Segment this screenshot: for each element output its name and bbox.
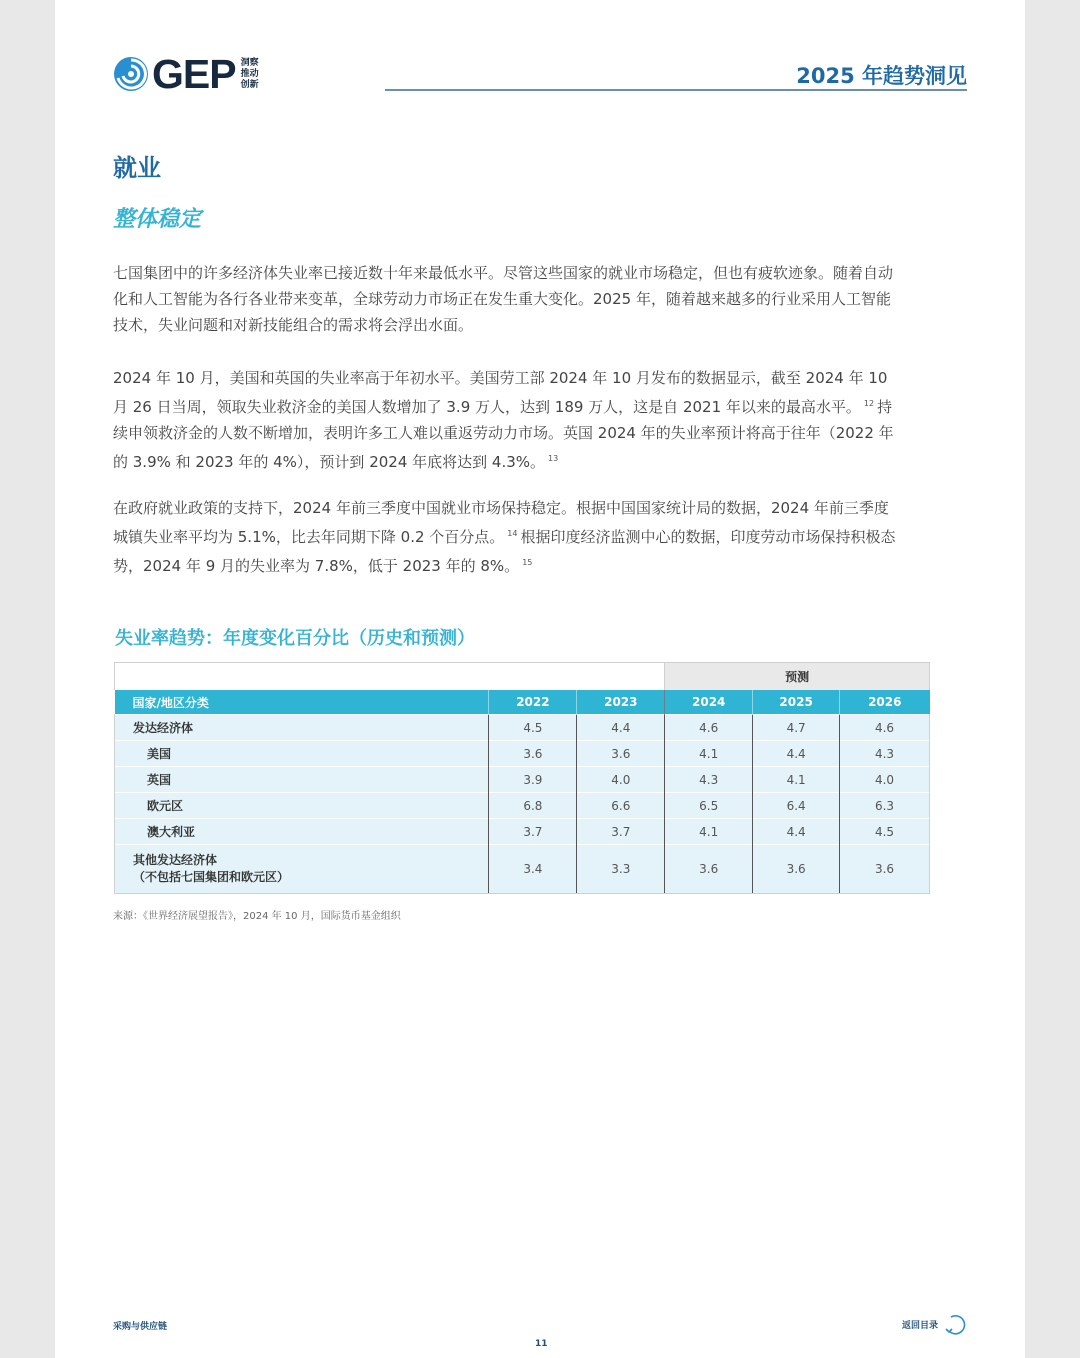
column-header-year: 2024 <box>665 690 753 715</box>
back-to-contents-button[interactable] <box>902 1311 967 1337</box>
cell-value: 3.7 <box>489 819 577 845</box>
row-label: 英国 <box>115 767 489 793</box>
cell-value: 3.6 <box>577 741 665 767</box>
return-arrow-icon <box>943 1311 967 1337</box>
column-header-year: 2026 <box>840 690 930 715</box>
gep-swirl-icon <box>113 56 149 92</box>
column-header-year: 2022 <box>489 690 577 715</box>
cell-value: 4.7 <box>753 715 840 741</box>
paragraph-3: 在政府就业政策的支持下，2024 年前三季度中国就业市场保持稳定。根据中国国家统计局的数据，2024 年前三季度城镇失业率平均为 5.1%，比去年同期下降 0.2 个百分点。 $^{14}$ 根据印度经济监测中心的数据，印度劳动市场保持积极态势，2024 年 9 月的失业率为 7.8%，低于 2023 年的 8%。 $^{15}$ <box>113 499 896 575</box>
logo-text: GEP <box>152 51 236 97</box>
page-number: 11 <box>535 1339 548 1349</box>
row-label: 其他发达经济体 （不包括七国集团和欧元区） <box>115 845 489 894</box>
cell-value: 4.0 <box>577 767 665 793</box>
cell-value: 4.4 <box>753 741 840 767</box>
cell-value: 3.9 <box>489 767 577 793</box>
cell-value: 4.1 <box>665 741 753 767</box>
cell-value: 3.3 <box>577 845 665 894</box>
page <box>55 0 1025 1358</box>
logo-tagline: 洞察 推动 创新 <box>240 57 259 90</box>
paragraph-2: 2024 年 10 月，美国和英国的失业率高于年初水平。美国劳工部 2024 年 10 月发布的数据显示，截至 2024 年 10 月 26 日当周，领取失业救济金的美国人数增加了 3.9 万人，达到 189 万人，这是自 2021 年以来的最高水平。 $^{12}$ 持续申领救济金的人数不断增加，表明许多工人难以重返劳动力市场。英国 2024 年的失业率预计将高于往年（2022 年的 3.9% 和 2023 年的 4%），预计到 2024 年底将达到 4.3%。 $^{13}$ <box>113 369 894 471</box>
cell-value: 4.1 <box>665 819 753 845</box>
cell-value: 4.4 <box>577 715 665 741</box>
cell-value: 3.7 <box>577 819 665 845</box>
table-row <box>115 793 930 819</box>
cell-value: 3.6 <box>665 845 753 894</box>
table-row <box>115 715 930 741</box>
subsection-title: 整体稳定 <box>113 207 202 232</box>
cell-value: 4.6 <box>665 715 753 741</box>
gep-logo[interactable] <box>113 51 259 97</box>
header-title: 2025 年趋势洞见 <box>796 64 967 88</box>
cell-value: 3.6 <box>489 741 577 767</box>
column-header-label: 国家/地区分类 <box>115 690 489 715</box>
cell-value: 6.6 <box>577 793 665 819</box>
cell-value: 6.3 <box>840 793 930 819</box>
cell-value: 4.0 <box>840 767 930 793</box>
table-title: 失业率趋势：年度变化百分比（历史和预测） <box>115 628 475 649</box>
header-divider <box>385 89 967 91</box>
back-label: 返回目录 <box>901 1320 938 1331</box>
cell-value: 6.5 <box>665 793 753 819</box>
row-label: 发达经济体 <box>115 715 489 741</box>
unemployment-table <box>114 662 930 894</box>
section-title: 就业 <box>113 154 161 182</box>
footer-section-link[interactable]: 采购与供应链 <box>113 1322 168 1332</box>
paragraph-1: 七国集团中的许多经济体失业率已接近数十年来最低水平。尽管这些国家的就业市场稳定，但也有疲软迹象。随着自动化和人工智能为各行各业带来变革，全球劳动力市场正在发生重大变化。2025 年，随着越来越多的行业采用人工智能技术，失业问题和对新技能组合的需求将会浮出水面。 <box>113 264 894 334</box>
table-source: 来源：《世界经济展望报告》，2024 年 10 月，国际货币基金组织 <box>113 911 401 922</box>
cell-value: 4.6 <box>840 715 930 741</box>
table-row <box>115 741 930 767</box>
row-label: 美国 <box>115 741 489 767</box>
footnote-ref[interactable]: 12 <box>863 399 875 408</box>
row-label: 澳大利亚 <box>115 819 489 845</box>
cell-value: 6.8 <box>489 793 577 819</box>
cell-value: 4.1 <box>753 767 840 793</box>
column-header-year: 2025 <box>753 690 840 715</box>
cell-value: 4.4 <box>753 819 840 845</box>
cell-value: 3.4 <box>489 845 577 894</box>
projection-label: 预测 <box>665 663 930 691</box>
table-row <box>115 819 930 845</box>
table-row <box>115 845 930 894</box>
column-header-year: 2023 <box>577 690 665 715</box>
cell-value: 3.6 <box>840 845 930 894</box>
cell-value: 6.4 <box>753 793 840 819</box>
footnote-ref[interactable]: 14 <box>507 529 518 538</box>
cell-value: 4.5 <box>840 819 930 845</box>
table-header-row <box>115 690 930 715</box>
cell-value: 4.3 <box>665 767 753 793</box>
cell-value: 4.5 <box>489 715 577 741</box>
footnote-ref[interactable]: 13 <box>548 454 559 463</box>
table-row <box>115 767 930 793</box>
cell-value: 3.6 <box>753 845 840 894</box>
footnote-ref[interactable]: 15 <box>522 558 533 567</box>
cell-value: 4.3 <box>840 741 930 767</box>
row-label: 欧元区 <box>115 793 489 819</box>
